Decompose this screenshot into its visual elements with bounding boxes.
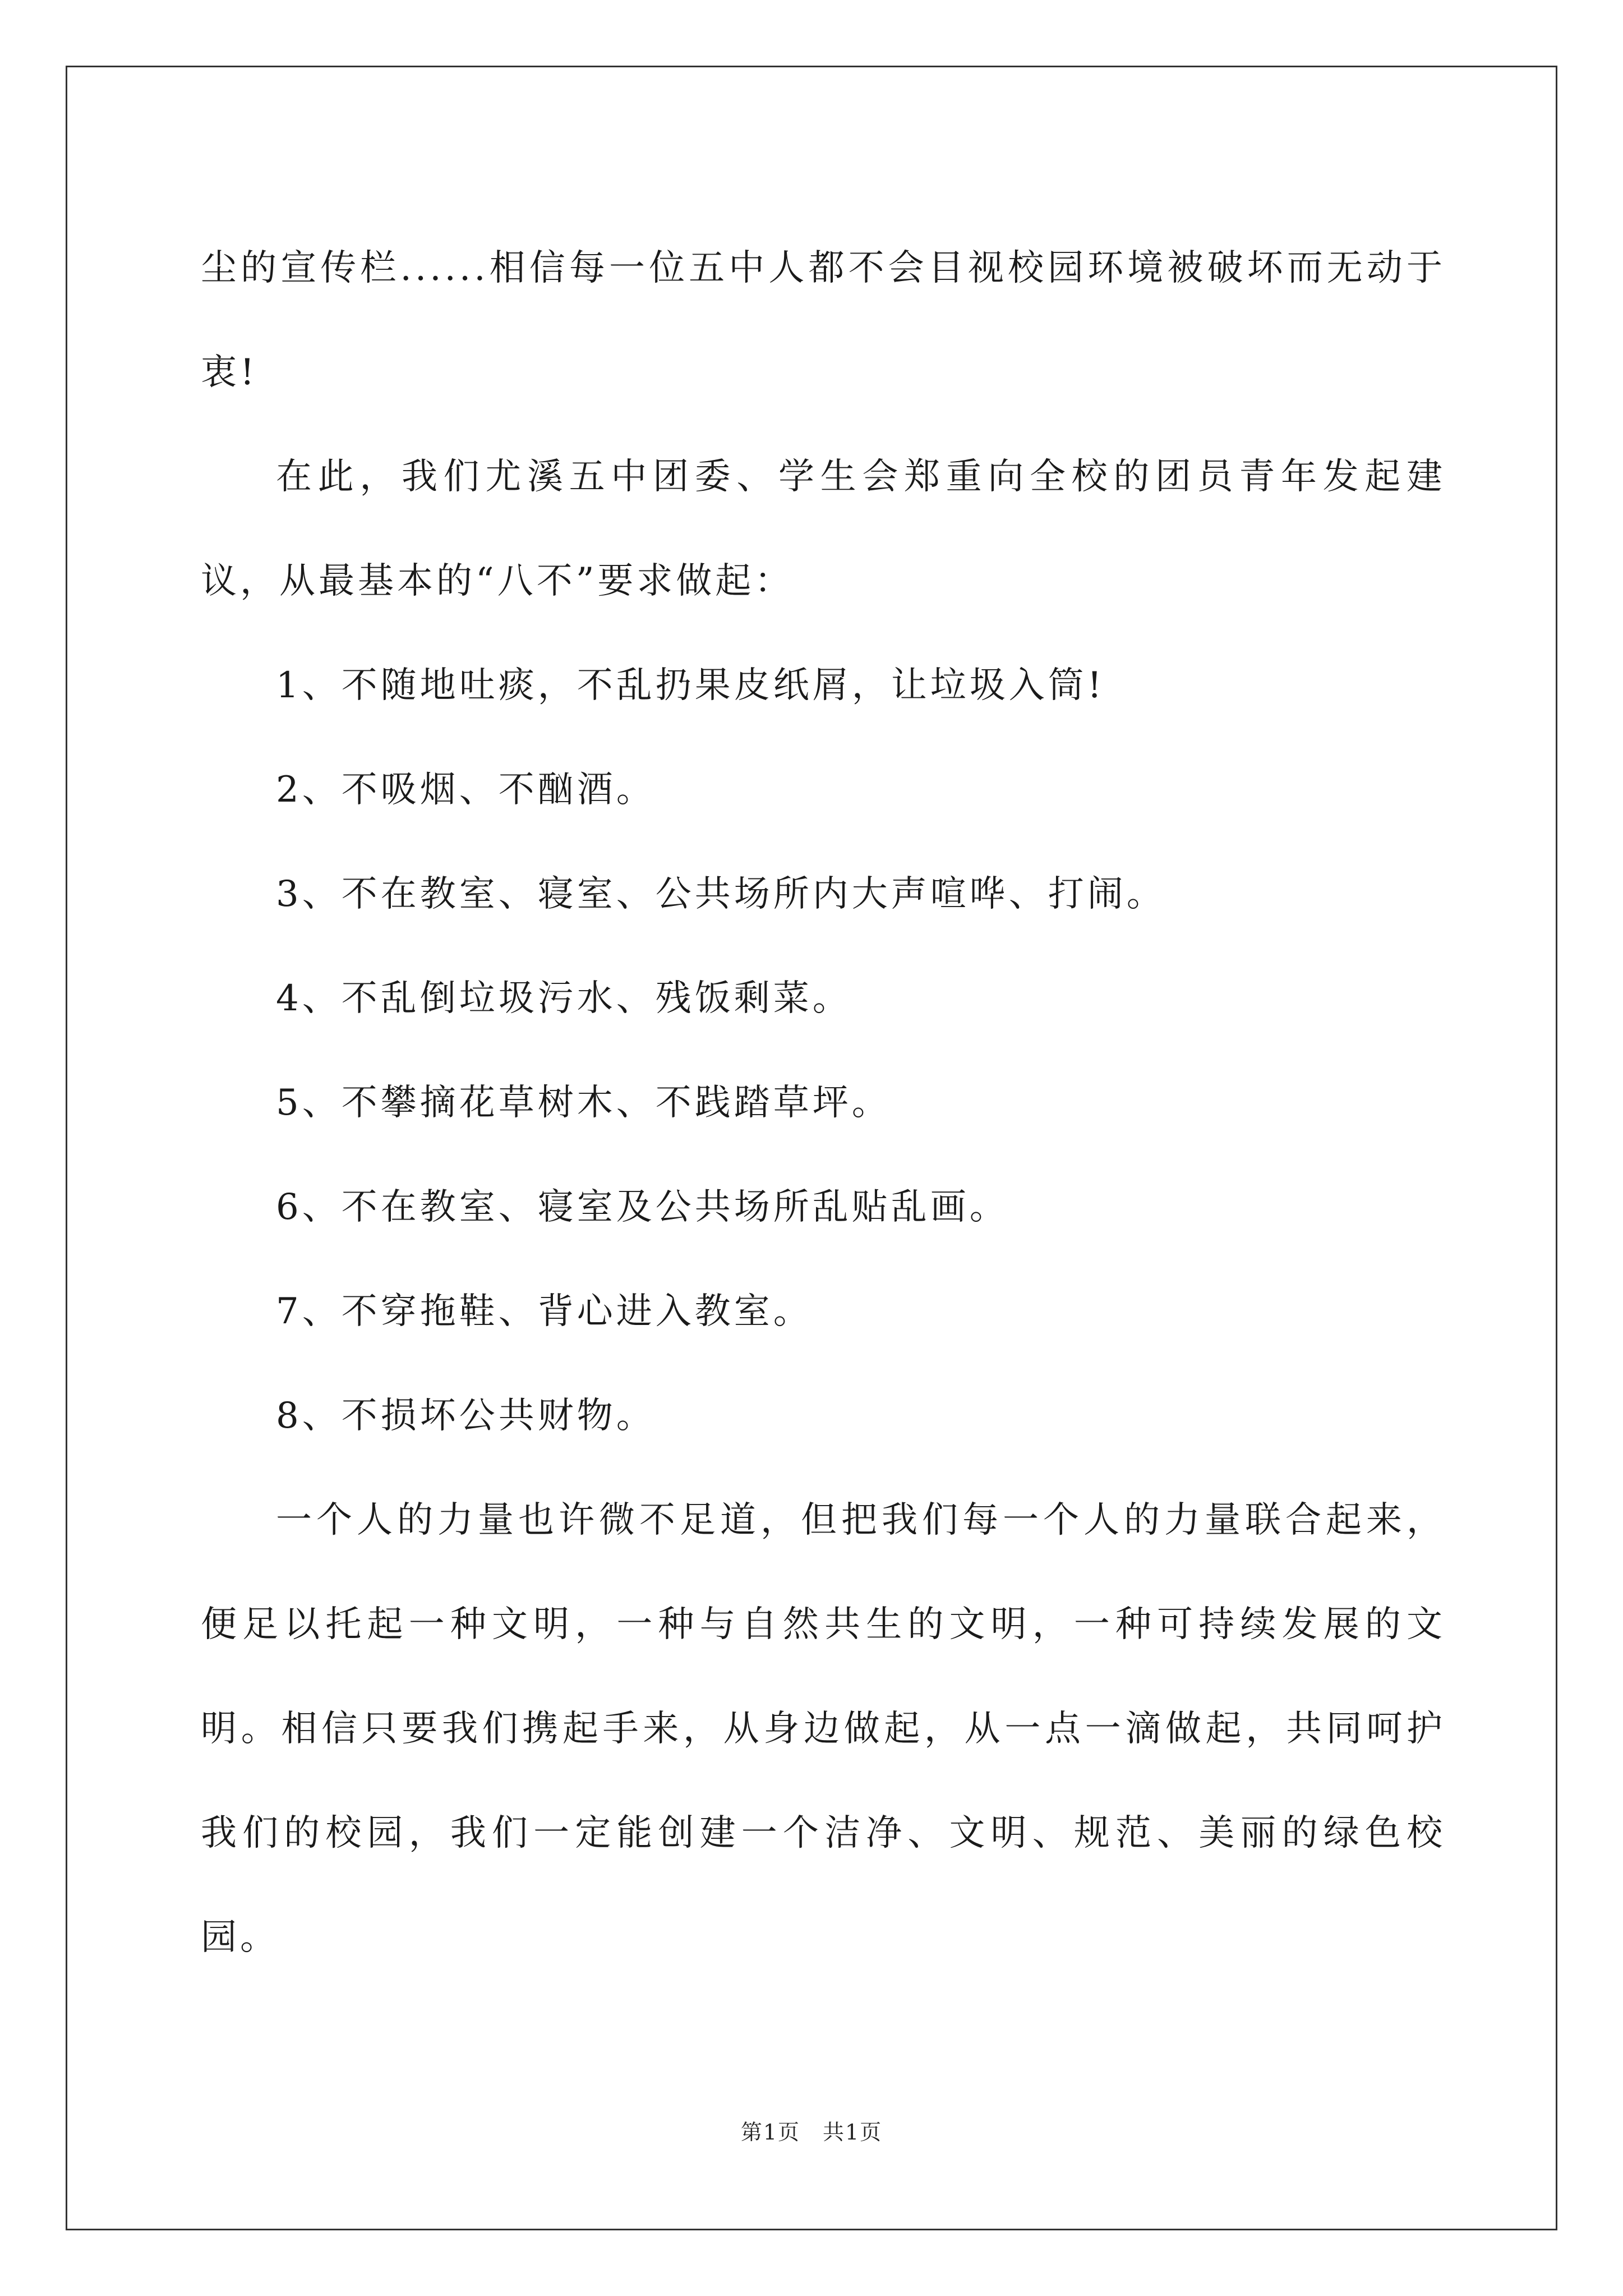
list-item: 7、不穿拖鞋、背心进入教室。: [276, 1291, 813, 1332]
list-item: 5、不攀摘花草树木、不践踏草坪。: [276, 1082, 891, 1124]
paragraph-closing: 一个人的力量也许微不足道，但把我们每一个人的力量联合起来，便足以托起一种文明，一种与自然共生的文明，一种可持续发展的文明。相信只要我们携起手来，从身边做起，从一点一滴做起，共同呵护我们的校园，我们一定能创建一个洁净、文明、规范、美丽的绿色校园。: [201, 1499, 1446, 1958]
list-item: 8、不损坏公共财物。: [276, 1395, 656, 1437]
page-footer: 第1页 共1页: [740, 2120, 883, 2145]
list-item: 1、不随地吐痰，不乱扔果皮纸屑，让垃圾入筒!: [276, 665, 1105, 706]
list-item: 3、不在教室、寝室、公共场所内大声喧哗、打闹。: [276, 873, 1166, 915]
document-body: [201, 216, 1446, 1990]
list-item: 4、不乱倒垃圾污水、残饭剩菜。: [276, 978, 852, 1019]
list-item: 6、不在教室、寝室及公共场所乱贴乱画。: [276, 1186, 1009, 1228]
list-item: 2、不吸烟、不酗酒。: [276, 769, 656, 811]
paragraph-continued: 尘的宣传栏......相信每一位五中人都不会目视校园环境被破坏而无动于衷!: [201, 247, 1446, 393]
paragraph-proposal: 在此，我们尤溪五中团委、学生会郑重向全校的团员青年发起建议，从最基本的“八不”要求做起：: [201, 456, 1446, 602]
